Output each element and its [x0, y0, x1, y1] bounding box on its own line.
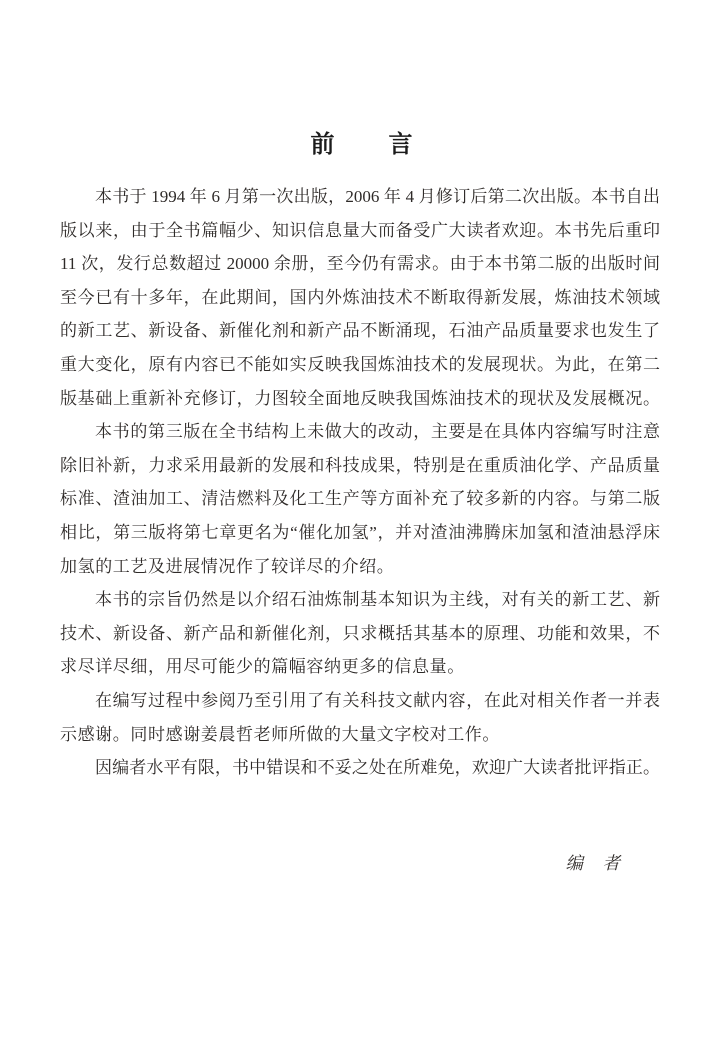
text-line: 加氢的工艺及进展情况作了较详尽的介绍。 — [60, 556, 395, 576]
text-line: 标准、渣油加工、清洁燃料及化工生产等方面补充了较多新的内容。与第二版 — [60, 489, 660, 509]
text-line: 的新工艺、新设备、新催化剂和新产品不断涌现，石油产品质量要求也发生了 — [60, 321, 660, 341]
text-line: 技术、新设备、新产品和新催化剂，只求概括其基本的原理、功能和效果，不 — [60, 623, 660, 643]
text-line: 本书的宗旨仍然是以介绍石油炼制基本知识为主线，对有关的新工艺、新 — [95, 590, 660, 610]
text-line: 示感谢。同时感谢姜晨哲老师所做的大量文字校对工作。 — [60, 724, 500, 744]
text-line: 至今已有十多年，在此期间，国内外炼油技术不断取得新发展，炼油技术领域 — [60, 287, 660, 307]
text-line: 求尽详尽细，用尽可能少的篇幅容纳更多的信息量。 — [60, 657, 465, 677]
text-line: 本书的第三版在全书结构上未做大的改动，主要是在具体内容编写时注意 — [95, 422, 660, 442]
text-line: 重大变化，原有内容已不能如实反映我国炼油技术的发展现状。为此，在第二 — [60, 354, 660, 374]
text-line: 相比，第三版将第七章更名为“催化加氢”，并对渣油沸腾床加氢和渣油悬浮床 — [60, 522, 660, 542]
author-signature: 编 者 — [565, 853, 621, 873]
text-line: 11 次，发行总数超过 20000 余册，至今仍有需求。由于本书第二版的出版时间 — [60, 254, 660, 274]
text-line: 因编者水平有限，书中错误和不妥之处在所难免，欢迎广大读者批评指正。 — [95, 758, 660, 778]
text-line: 除旧补新，力求采用最新的发展和科技成果，特别是在重质油化学、产品质量 — [60, 455, 660, 475]
text-line: 版基础上重新补充修订，力图较全面地反映我国炼油技术的现状及发展概况。 — [60, 388, 660, 408]
text-line: 版以来，由于全书篇幅少、知识信息量大而备受广大读者欢迎。本书先后重印 — [60, 220, 660, 240]
preface-body — [60, 180, 660, 785]
text-line: 在编写过程中参阅乃至引用了有关科技文献内容，在此对相关作者一并表 — [95, 690, 660, 710]
text-line: 本书于 1994 年 6 月第一次出版，2006 年 4 月修订后第二次出版。本书自出 — [95, 187, 660, 206]
page-title: 前 言 — [310, 132, 415, 158]
